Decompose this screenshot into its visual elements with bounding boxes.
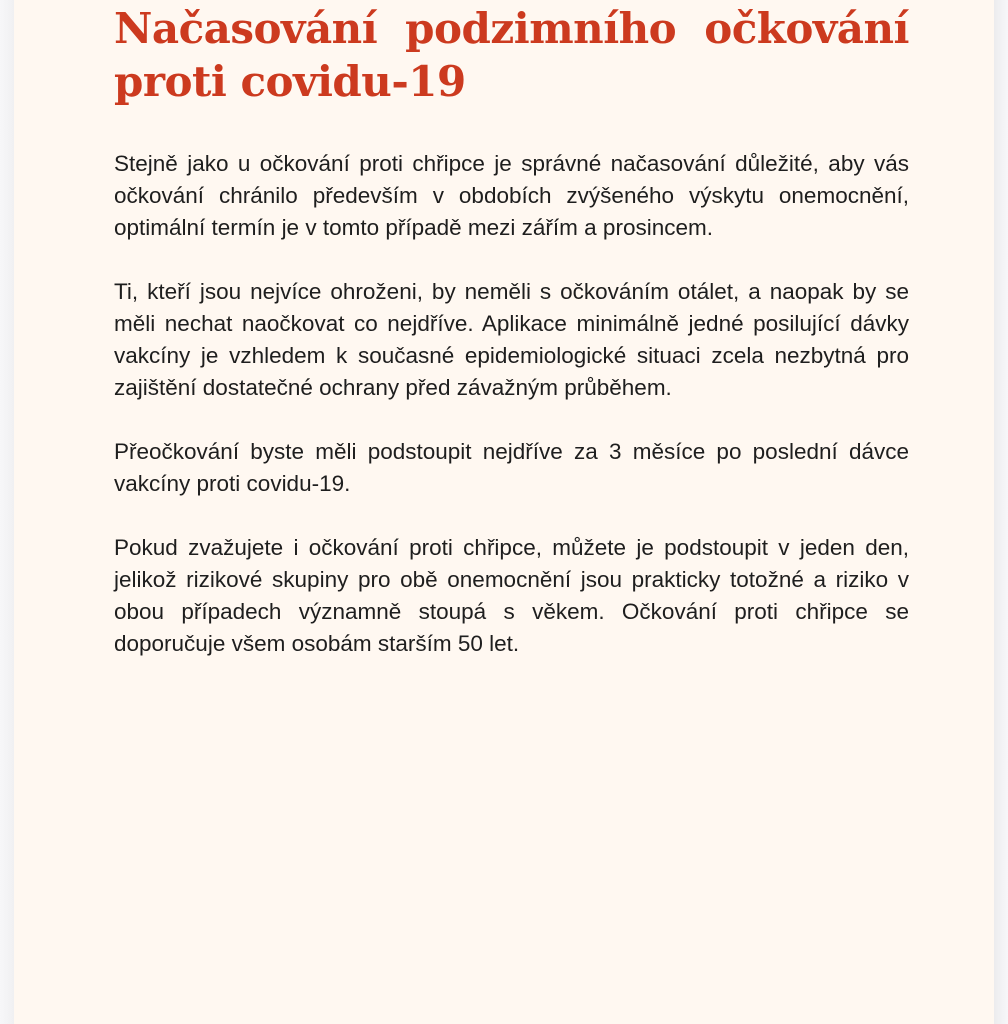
article-title: Načasování podzimního očkování proti covidu-19 — [114, 4, 909, 106]
page-edge-right — [994, 0, 1008, 1024]
article-paragraph-3: Přeočkování byste měli podstoupit nejdříve za 3 měsíce po poslední dávce vakcíny proti covidu-19. — [114, 439, 909, 496]
page-edge-left — [0, 0, 14, 1024]
document-page — [14, 0, 994, 1024]
article-paragraph-2: Ti, kteří jsou nejvíce ohroženi, by neměli s očkováním otálet, a naopak by se měli nechat naočkovat co nejdříve. Aplikace minimálně jedné posilující dávky vakcíny je vzhledem k současné epidemiologické situaci zcela nezbytná pro zajištění dostatečné ochrany před závažným průběhem. — [114, 279, 909, 400]
article — [114, 0, 909, 660]
article-paragraph-1: Stejně jako u očkování proti chřipce je správné načasování důležité, aby vás očkování chránilo především v obdobích zvýšeného výskytu onemocnění, optimální termín je v tomto případě mezi zářím a prosincem. — [114, 151, 909, 240]
article-paragraph-4: Pokud zvažujete i očkování proti chřipce, můžete je podstoupit v jeden den, jelikož rizikové skupiny pro obě onemocnění jsou prakticky totožné a riziko v obou případech významně stoupá s věkem. Očkování proti chřipce se doporučuje všem osobám starším 50 let. — [114, 535, 909, 656]
